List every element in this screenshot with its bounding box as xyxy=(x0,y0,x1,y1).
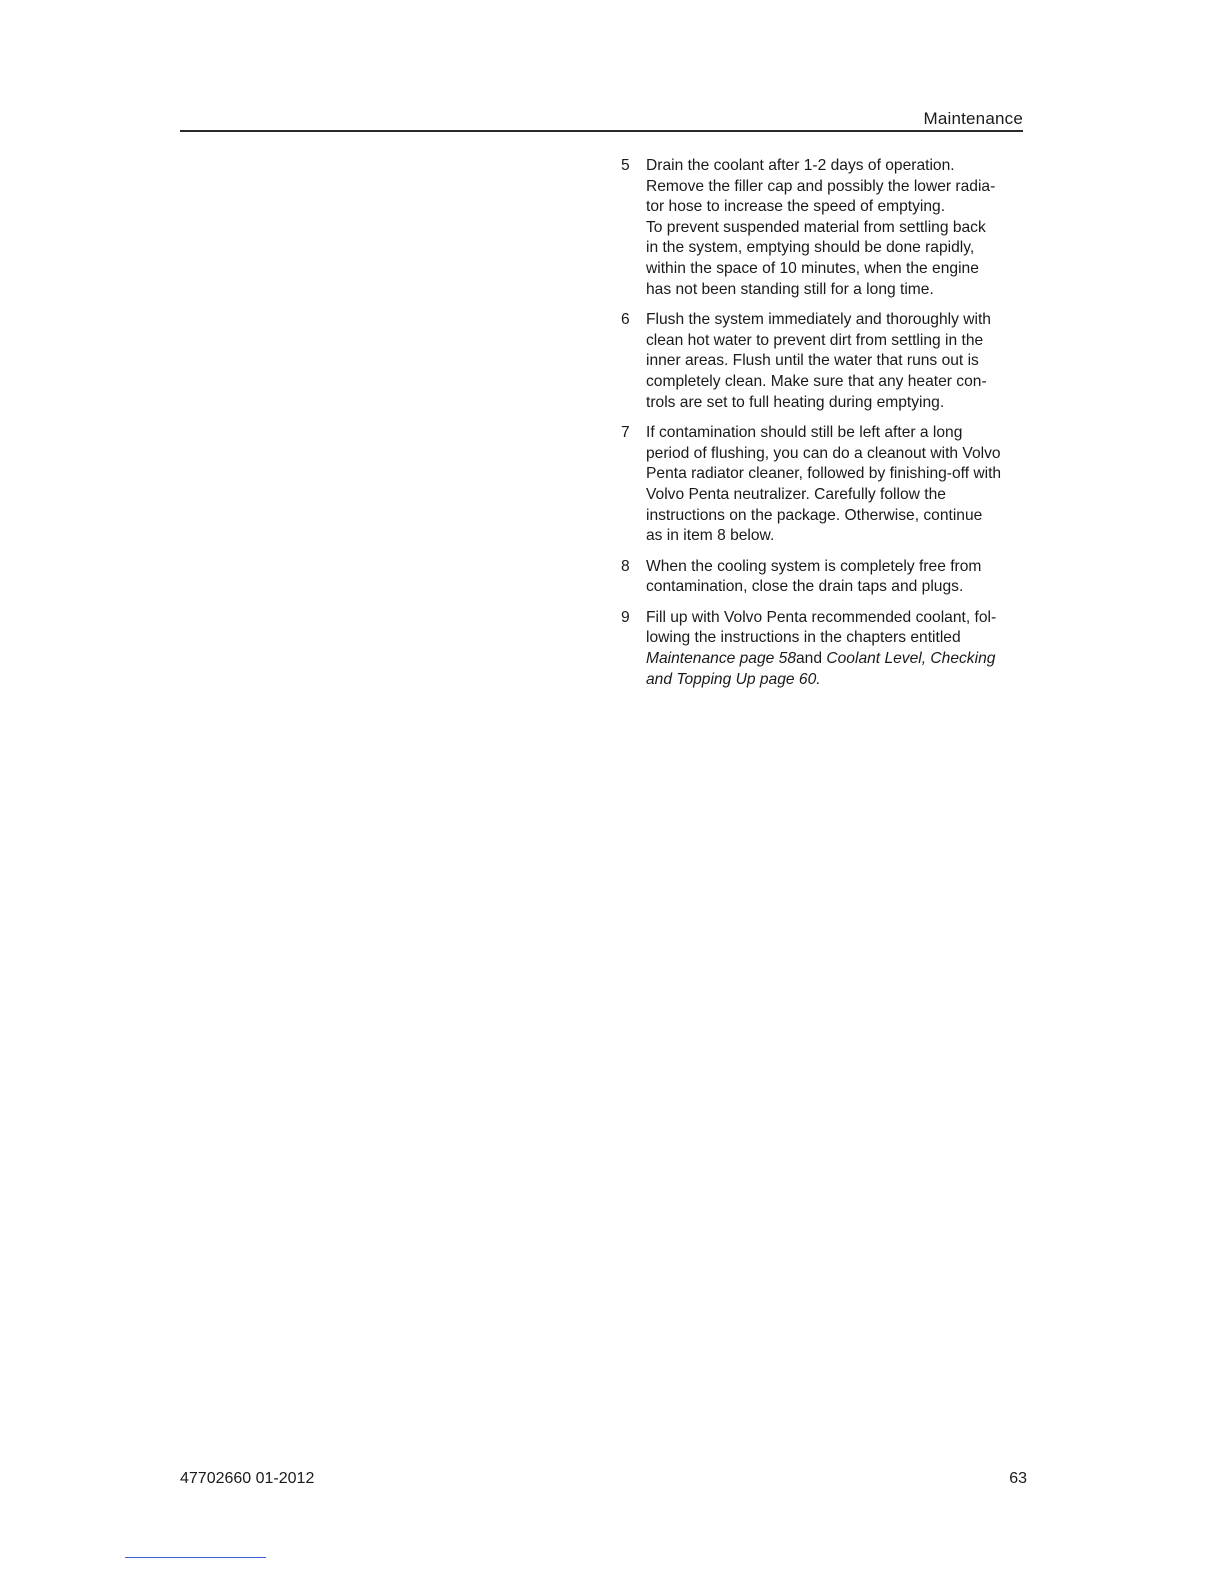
step-number: 7 xyxy=(621,424,630,442)
step-text xyxy=(646,310,1031,413)
section-title: Maintenance xyxy=(923,109,1023,128)
step-line: When the cooling system is completely free from xyxy=(646,557,982,575)
step-line: inner areas. Flush until the water that runs out is xyxy=(646,352,979,370)
step-number: 8 xyxy=(621,557,630,575)
step-line: completely clean. Make sure that any heater con- xyxy=(646,372,987,390)
step-number: 9 xyxy=(621,608,630,626)
reference-joiner: and xyxy=(796,650,823,668)
step-line: has not been standing still for a long time. xyxy=(646,280,934,298)
step-text xyxy=(646,608,1031,690)
step-number: 6 xyxy=(621,311,630,329)
step-line: Flush the system immediately and thoroughly with xyxy=(646,311,991,329)
step-line: Penta radiator cleaner, followed by finishing-off with xyxy=(646,465,1002,483)
cross-reference-coolant-level-cont[interactable]: and Topping Up page 60. xyxy=(646,670,821,688)
step-line: tor hose to increase the speed of emptying. xyxy=(646,198,946,216)
step-text xyxy=(646,156,1031,300)
step-text xyxy=(646,423,1031,547)
step-line: Volvo Penta neutralizer. Carefully follow the xyxy=(646,485,946,503)
step-6 xyxy=(621,310,1031,413)
step-line: trols are set to full heating during emptying. xyxy=(646,393,945,411)
step-number: 5 xyxy=(621,157,630,174)
step-line: Drain the coolant after 1-2 days of operation. xyxy=(646,157,955,174)
step-line: lowing the instructions in the chapters entitled xyxy=(646,629,961,647)
step-5 xyxy=(621,156,1031,300)
document-number: 47702660 01-2012 xyxy=(180,1470,315,1487)
step-text xyxy=(646,557,1031,598)
step-line: If contamination should still be left after a long xyxy=(646,424,963,442)
step-line: Remove the filler cap and possibly the lower radia- xyxy=(646,177,996,195)
cross-reference-line xyxy=(646,670,1031,691)
step-line: in the system, emptying should be done rapidly, xyxy=(646,239,975,257)
cross-reference-maintenance[interactable]: Maintenance page 58 xyxy=(646,650,796,668)
footnote-divider xyxy=(125,1557,266,1558)
step-line: To prevent suspended material from settling back xyxy=(646,218,986,236)
step-line: instructions on the package. Otherwise, continue xyxy=(646,506,983,524)
step-line: Fill up with Volvo Penta recommended coolant, fol- xyxy=(646,608,997,626)
step-7 xyxy=(621,423,1031,547)
page-number: 63 xyxy=(1009,1470,1027,1487)
header-divider xyxy=(180,130,1023,132)
step-line: period of flushing, you can do a cleanout with Volvo xyxy=(646,444,1001,462)
step-line: clean hot water to prevent dirt from settling in the xyxy=(646,331,984,349)
cross-reference-line xyxy=(646,649,1031,670)
procedure-steps xyxy=(621,156,1031,700)
cross-reference-coolant-level[interactable]: Coolant Level, Checking xyxy=(826,650,996,668)
step-line: contamination, close the drain taps and plugs. xyxy=(646,578,964,596)
step-line: within the space of 10 minutes, when the engine xyxy=(646,259,979,277)
step-8 xyxy=(621,557,1031,598)
step-9 xyxy=(621,608,1031,690)
step-line: as in item 8 below. xyxy=(646,527,775,545)
